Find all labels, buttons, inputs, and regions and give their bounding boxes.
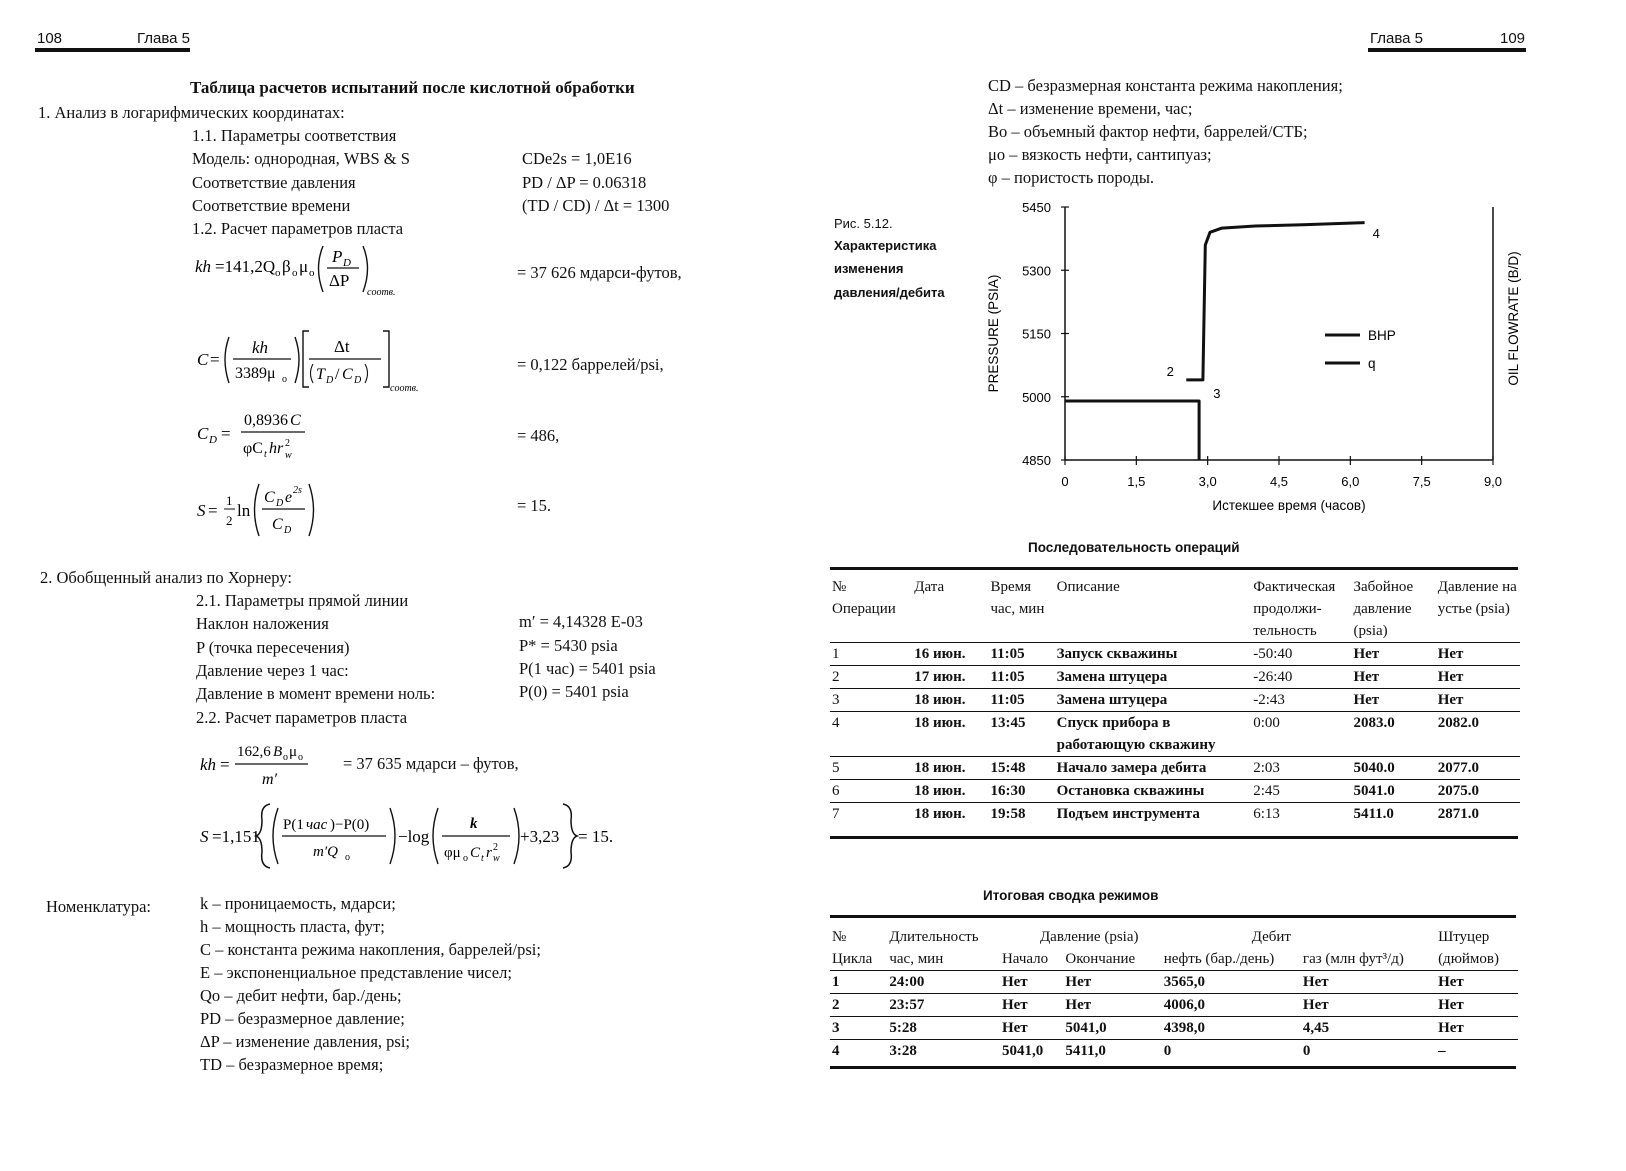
table-row (830, 689, 1520, 712)
svg-text:o: o (292, 267, 298, 279)
table-cell: 3 (830, 689, 912, 712)
formula-s (197, 478, 337, 542)
subsection-heading: 1.1. Параметры соответствия (192, 126, 397, 145)
table-row (830, 666, 1520, 689)
subsection-heading: 2.2. Расчет параметров пласта (196, 708, 408, 727)
svg-text:kh: kh (195, 257, 212, 276)
table-row (830, 712, 1520, 757)
svg-text:D: D (276, 498, 284, 509)
svg-text:162,6: 162,6 (237, 744, 271, 760)
table-cell: 18 июн. (912, 689, 988, 712)
page-number: 108 (37, 30, 63, 47)
svg-text:час: час (306, 817, 328, 833)
table-cell: 4398,0 (1162, 1017, 1301, 1040)
svg-text:C: C (197, 424, 209, 443)
y2-axis-label: OIL FLOWRATE (B/D) (1506, 251, 1521, 386)
table-row (830, 803, 1520, 826)
table-row (830, 1040, 1518, 1063)
table-cell: 5040.0 (1351, 757, 1435, 780)
svg-text:o: o (275, 267, 281, 279)
header-rule (1368, 48, 1526, 52)
section-heading: 1. Анализ в логарифмических координатах: (38, 103, 345, 122)
left-page (0, 0, 800, 1171)
svg-text:o: o (298, 752, 303, 763)
table-cell: Подъем инструмента (1055, 803, 1252, 826)
y-tick-label: 4850 (1022, 453, 1051, 468)
table-cell: 5041,0 (1063, 1017, 1161, 1040)
table-cell: 18 июн. (912, 803, 988, 826)
running-head: Глава 5 (1370, 30, 1424, 47)
y-tick-label: 5450 (1022, 200, 1051, 215)
formula-result: = 37 626 мдарси-футов, (517, 263, 682, 282)
svg-text:r: r (486, 845, 492, 861)
figure-caption-line: изменения (834, 261, 904, 276)
header-rule (35, 48, 190, 52)
table-cell: 6:13 (1251, 803, 1351, 826)
subsection-heading: 2.1. Параметры прямой линии (196, 591, 409, 610)
nomenclature-item: E – экспоненциальное представление чисел; (200, 963, 512, 982)
svg-text:o: o (283, 752, 288, 763)
table-header-cell: газ (млн фут³/д) (1302, 951, 1404, 967)
table-cell: – (1436, 1040, 1518, 1063)
table-cell: -2:43 (1251, 689, 1351, 712)
svg-text:S: S (197, 501, 206, 520)
table-cell: 2871.0 (1436, 803, 1520, 826)
svg-text:=: = (208, 501, 218, 520)
table-rule (830, 1066, 1516, 1069)
table-header-cell: Описание (1056, 579, 1120, 595)
svg-text:=: = (221, 424, 231, 443)
table-cell: 16:30 (988, 780, 1054, 803)
svg-text:B: B (273, 744, 283, 760)
table-header-row (830, 926, 1518, 948)
x-axis-label: Истекшее время (часов) (1212, 498, 1366, 513)
table-cell: 5:28 (887, 1017, 1000, 1040)
svg-text:P(1: P(1 (283, 817, 304, 833)
table-cell: Нет (1436, 1017, 1518, 1040)
table-rule (830, 836, 1518, 839)
table-cell: 4 (830, 1040, 887, 1063)
point-label: 2 (1166, 363, 1174, 379)
table-cell: 4006,0 (1162, 994, 1301, 1017)
table-header-cell: нефть (бар./день) (1163, 951, 1275, 967)
x-tick-label: 0 (1061, 474, 1069, 489)
table-header-cell: Фактическая продолжи- тельность (1253, 579, 1336, 639)
table-cell: Спуск прибора в работающую скважину (1055, 712, 1252, 757)
svg-text:C: C (342, 366, 353, 383)
svg-text:o: o (282, 374, 287, 385)
svg-text:o: o (345, 852, 350, 863)
svg-text:m′Q: m′Q (313, 844, 338, 860)
table-cell: 2:45 (1251, 780, 1351, 803)
table-row (830, 994, 1518, 1017)
table-cell: 1 (830, 971, 887, 994)
table-cell: 5041,0 (1000, 1040, 1063, 1063)
svg-text:S: S (200, 827, 209, 846)
svg-text:2: 2 (226, 513, 233, 528)
table-rule (830, 567, 1518, 570)
table-cell: 3:28 (887, 1040, 1000, 1063)
svg-text:3389μ: 3389μ (235, 365, 276, 382)
table-row (830, 780, 1520, 803)
nomenclature-item: k – проницаемость, мдарси; (200, 894, 396, 913)
x-tick-label: 7,5 (1412, 474, 1431, 489)
svg-text:D: D (284, 525, 292, 536)
table-header-cell: Дата (914, 579, 945, 595)
table-row (830, 1017, 1518, 1040)
svg-text:=: = (220, 755, 230, 774)
table-cell: 3 (830, 1017, 887, 1040)
formula-kh-horner (200, 738, 330, 794)
table-cell: Замена штуцера (1055, 689, 1252, 712)
table-cell: Нет (1000, 994, 1063, 1017)
legend-label: BHP (1368, 328, 1396, 343)
table-cell: Нет (1436, 994, 1518, 1017)
table-cell: 0 (1301, 1040, 1436, 1063)
nomenclature-item: φ – пористость породы. (988, 168, 1155, 187)
nomenclature-item: Qo – дебит нефти, бар./день; (200, 986, 402, 1005)
svg-text:=141,2Q: =141,2Q (215, 257, 276, 276)
param-label: Давление в момент времени ноль: (196, 684, 436, 703)
nomenclature-item: CD – безразмерная константа режима накопления; (988, 76, 1343, 95)
formula-subscript: coomв. (367, 287, 396, 298)
svg-text:P: P (332, 247, 343, 266)
table-header-cell: Давление (psia) (1039, 929, 1139, 945)
legend-label: q (1368, 356, 1376, 371)
table-header-cell: Дебит (1251, 929, 1291, 945)
table-cell: Нет (1063, 994, 1161, 1017)
page-number: 109 (1500, 30, 1526, 47)
operations-table (830, 576, 1520, 825)
table-cell: Нет (1436, 643, 1520, 666)
table-cell: 3565,0 (1162, 971, 1301, 994)
svg-text:m′: m′ (262, 771, 278, 788)
table-cell: 0 (1162, 1040, 1301, 1063)
table-header-row (830, 576, 1520, 643)
y-tick-label: 5300 (1022, 263, 1051, 279)
param-label: Соответствие давления (192, 173, 356, 192)
svg-text:β: β (282, 257, 291, 276)
table-cell: 18 июн. (912, 757, 988, 780)
svg-text:φμ: φμ (444, 845, 461, 861)
x-tick-label: 1,5 (1127, 474, 1146, 489)
formula-s-horner (200, 800, 620, 870)
svg-text:μ: μ (289, 744, 298, 760)
svg-text:kh: kh (252, 338, 269, 357)
table-row (830, 757, 1520, 780)
table-title: Последовательность операций (1028, 540, 1240, 555)
formula-result: = 486, (517, 426, 560, 445)
formula-result: = 15. (517, 496, 552, 515)
figure-caption-number: Рис. 5.12. (834, 216, 893, 231)
table-header-cell: (дюймов) (1438, 951, 1499, 967)
formula-subscript: coomв. (390, 383, 419, 393)
x-tick-label: 9,0 (1483, 474, 1503, 489)
svg-text:C: C (264, 489, 275, 506)
svg-text:2s: 2s (293, 485, 302, 496)
param-value: P(1 час) = 5401 psia (519, 659, 656, 678)
table-cell: 11:05 (988, 643, 1054, 666)
x-tick-label: 3,0 (1198, 474, 1217, 489)
formula-c (197, 327, 437, 393)
table-cell: 2 (830, 666, 912, 689)
table-cell: 5411.0 (1351, 803, 1435, 826)
table-cell: Нет (1301, 971, 1436, 994)
svg-text:T: T (316, 366, 325, 383)
point-label: 4 (1372, 226, 1380, 242)
pressure-rate-chart (970, 195, 1530, 525)
table-cell: 2083.0 (1351, 712, 1435, 757)
table-header-cell: Время час, мин (990, 579, 1045, 617)
nomenclature-label: Номенклатура: (46, 897, 151, 916)
table-cell: Запуск скважины (1055, 643, 1252, 666)
param-value: P(0) = 5401 psia (519, 682, 629, 701)
param-value: m′ = 4,14328 E-03 (519, 612, 643, 631)
x-tick-label: 4,5 (1269, 474, 1289, 489)
svg-text:)−P(0): )−P(0) (330, 817, 370, 833)
table-cell: Нет (1000, 1017, 1063, 1040)
table-cell: 1 (830, 643, 912, 666)
table-cell: Нет (1436, 666, 1520, 689)
series-line-q (1065, 401, 1199, 460)
table-cell: 18 июн. (912, 712, 988, 757)
svg-text:1: 1 (226, 493, 233, 508)
svg-text:+3,23: +3,23 (520, 827, 560, 846)
svg-text:kh: kh (200, 755, 217, 774)
table-cell: Остановка скважины (1055, 780, 1252, 803)
formula-result: = 0,122 баррелей/psi, (517, 355, 664, 374)
right-page (810, 0, 1626, 1171)
regimes-table (830, 926, 1518, 1062)
table-row (830, 971, 1518, 994)
nomenclature-item: PD – безразмерное давление; (200, 1009, 405, 1028)
table-header-cell: № Операции (832, 579, 896, 617)
table-header-cell: Начало (1001, 951, 1049, 967)
nomenclature-item: Δt – изменение времени, час; (988, 99, 1193, 118)
table-cell: 11:05 (988, 666, 1054, 689)
table-cell: 2075.0 (1436, 780, 1520, 803)
table-cell: Нет (1351, 666, 1435, 689)
table-cell: 11:05 (988, 689, 1054, 712)
formula-result: = 15. (578, 827, 614, 846)
table-title: Итоговая сводка режимов (983, 888, 1159, 903)
param-label: Наклон наложения (196, 614, 329, 633)
y-tick-label: 5000 (1022, 389, 1051, 405)
table-header-cell: Окончание (1065, 951, 1136, 967)
table-cell: 5 (830, 757, 912, 780)
table-header-cell: Цикла (832, 951, 873, 967)
table-cell: 0:00 (1251, 712, 1351, 757)
y-tick-label: 5150 (1022, 326, 1051, 342)
table-cell: 2 (830, 994, 887, 1017)
table-header-cell: Штуцер (1438, 929, 1490, 945)
series-line-bhp (1186, 223, 1364, 380)
nomenclature-item: Bo – объемный фактор нефти, баррелей/СТБ; (988, 122, 1308, 141)
nomenclature-item: h – мощность пласта, фут; (200, 917, 385, 936)
svg-text:k: k (470, 816, 478, 832)
param-value: CDe2s = 1,0E16 (522, 149, 632, 168)
table-cell: Замена штуцера (1055, 666, 1252, 689)
svg-text:o: o (463, 853, 468, 864)
svg-text:C: C (290, 412, 301, 429)
table-rule (830, 915, 1516, 918)
table-cell: 23:57 (887, 994, 1000, 1017)
table-cell: 5411,0 (1063, 1040, 1161, 1063)
section-heading: 2. Обобщенный анализ по Хорнеру: (40, 568, 292, 587)
table-cell: 6 (830, 780, 912, 803)
svg-text:D: D (326, 375, 334, 386)
nomenclature-item: TD – безразмерное время; (200, 1055, 384, 1074)
param-value: P* = 5430 psia (519, 636, 618, 655)
formula-kh (195, 240, 435, 302)
param-label: Соответствие времени (192, 196, 351, 215)
svg-text:−log: −log (398, 827, 430, 846)
table-cell: Нет (1436, 971, 1518, 994)
y-axis-label: PRESSURE (PSIA) (986, 274, 1001, 393)
table-cell: 16 июн. (912, 643, 988, 666)
svg-text:=: = (210, 350, 220, 369)
svg-text:/: / (335, 366, 340, 383)
svg-text:ln: ln (237, 501, 251, 520)
svg-text:0,8936: 0,8936 (244, 412, 288, 429)
svg-text:Δt: Δt (334, 337, 350, 356)
table-cell: 2:03 (1251, 757, 1351, 780)
param-value: PD / ΔP = 0.06318 (522, 173, 647, 192)
table-cell: 19:58 (988, 803, 1054, 826)
svg-text:C: C (470, 845, 481, 861)
svg-text:e: e (285, 489, 293, 506)
table-cell: 15:48 (988, 757, 1054, 780)
table-cell: Нет (1351, 643, 1435, 666)
svg-text:hr: hr (269, 440, 284, 457)
table-header-cell: час, мин (889, 951, 944, 967)
svg-text:ΔP: ΔP (329, 271, 350, 290)
formula-cd (197, 405, 337, 463)
point-label: 3 (1213, 386, 1221, 402)
svg-text:D: D (343, 257, 351, 269)
svg-text:w: w (493, 853, 500, 864)
table-cell: 7 (830, 803, 912, 826)
param-label: P (точка пересечения) (196, 638, 350, 657)
table-header-cell: Давление на устье (psia) (1437, 579, 1517, 617)
table-cell: 2077.0 (1436, 757, 1520, 780)
svg-text:=1,151: =1,151 (212, 827, 260, 846)
nomenclature-item: μo – вязкость нефти, сантипуаз; (988, 145, 1212, 164)
table-cell: -26:40 (1251, 666, 1351, 689)
svg-text:2: 2 (493, 842, 498, 853)
svg-text:D: D (354, 375, 362, 386)
table-cell: 13:45 (988, 712, 1054, 757)
table-cell: 2082.0 (1436, 712, 1520, 757)
param-value: (TD / CD) / Δt = 1300 (522, 196, 670, 215)
nomenclature-item: ΔP – изменение давления, psi; (200, 1032, 411, 1051)
figure-caption-line: давления/дебита (834, 285, 945, 300)
svg-text:C: C (272, 516, 283, 533)
svg-text:t: t (264, 449, 267, 460)
page-title: Таблица расчетов испытаний после кислотной обработки (190, 78, 635, 97)
running-head: Глава 5 (137, 30, 191, 47)
table-header-cell: № (832, 929, 847, 945)
table-cell: 18 июн. (912, 780, 988, 803)
table-cell: Начало замера дебита (1055, 757, 1252, 780)
table-header-cell: Длительность (889, 929, 979, 945)
x-tick-label: 6,0 (1341, 474, 1360, 489)
table-header-cell: Забойное давление (psia) (1353, 579, 1414, 639)
subsection-heading: 1.2. Расчет параметров пласта (192, 219, 404, 238)
nomenclature-item: C – константа режима накопления, баррелей/psi; (200, 940, 541, 959)
table-cell: Нет (1436, 689, 1520, 712)
table-cell: 24:00 (887, 971, 1000, 994)
svg-text:φC: φC (243, 440, 263, 457)
table-cell: 4 (830, 712, 912, 757)
svg-text:o: o (309, 267, 315, 279)
svg-text:2: 2 (285, 438, 290, 449)
table-cell: Нет (1063, 971, 1161, 994)
svg-text:D: D (209, 434, 217, 446)
table-cell: Нет (1351, 689, 1435, 712)
table-cell: 4,45 (1301, 1017, 1436, 1040)
table-header-row (830, 948, 1518, 971)
svg-text:μ: μ (299, 257, 309, 276)
param-label: Модель: однородная, WBS & S (192, 149, 410, 168)
figure-caption-line: Характеристика (834, 238, 937, 253)
param-label: Давление через 1 час: (196, 661, 349, 680)
table-row (830, 643, 1520, 666)
svg-text:C: C (197, 350, 209, 369)
formula-result: = 37 635 мдарси – футов, (343, 754, 519, 773)
table-cell: -50:40 (1251, 643, 1351, 666)
table-cell: Нет (1000, 971, 1063, 994)
table-cell: Нет (1301, 994, 1436, 1017)
svg-text:t: t (481, 853, 484, 864)
table-cell: 17 июн. (912, 666, 988, 689)
table-cell: 5041.0 (1351, 780, 1435, 803)
svg-text:w: w (285, 450, 292, 461)
